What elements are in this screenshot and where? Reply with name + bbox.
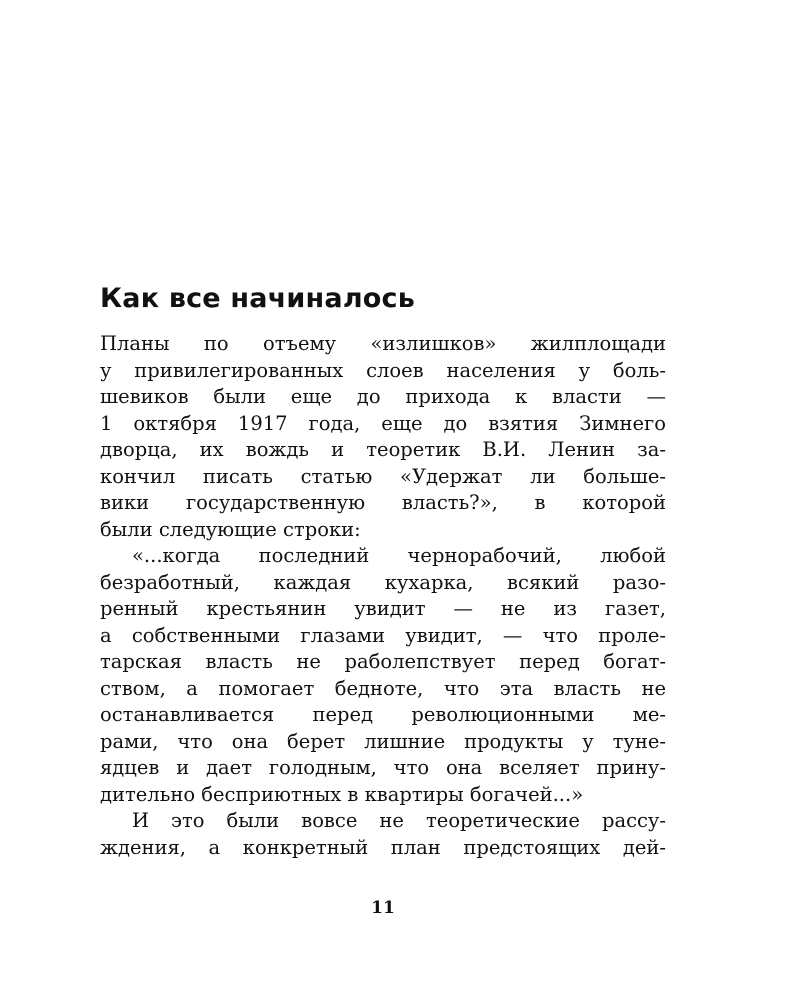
text-line: дворца, их вождь и теоретик В.И. Ленин за- <box>100 438 666 461</box>
quote-line: рами, что она берет лишние продукты у туне- <box>100 729 666 753</box>
quote-line: а собственными глазами увидит, — что проле- <box>100 623 666 647</box>
text-line: Планы по отъему «излишков» жилплощади <box>100 332 666 355</box>
quote-line: «...когда последний чернорабочий, любой <box>132 544 666 567</box>
body-text <box>100 331 666 861</box>
quote-line: ренный крестьянин увидит — не из газет, <box>100 597 666 620</box>
text-line: 1 октября 1917 года, еще до взятия Зимнего <box>100 411 666 435</box>
text-line: у привилегированных слоев населения у боль- <box>100 358 666 382</box>
text-line: кончил писать статью «Удержат ли больше- <box>100 464 666 488</box>
text-line: вики государственную власть?», в которой <box>100 491 666 514</box>
quote-line: ством, а помогает бедноте, что эта власть не <box>100 676 666 700</box>
text-line: ждения, а конкретный план предстоящих дей- <box>100 835 666 859</box>
text-line: И это были вовсе не теоретические рассу- <box>132 809 666 832</box>
page-number: 11 <box>371 898 395 918</box>
quote-line: тарская власть не раболепствует перед богат- <box>100 650 666 673</box>
text-line: были следующие строки: <box>100 517 361 541</box>
text-line: шевиков были еще до прихода к власти — <box>100 385 666 408</box>
section-heading: Как все начиналось <box>100 283 416 314</box>
quote-line: дительно бесприютных в квартиры богачей...» <box>100 782 584 806</box>
quote-line: останавливается перед революционными ме- <box>100 703 666 726</box>
quote-line: ядцев и дает голодным, что она вселяет прину- <box>100 756 666 779</box>
quote-line: безработный, каждая кухарка, всякий разо- <box>100 570 666 594</box>
